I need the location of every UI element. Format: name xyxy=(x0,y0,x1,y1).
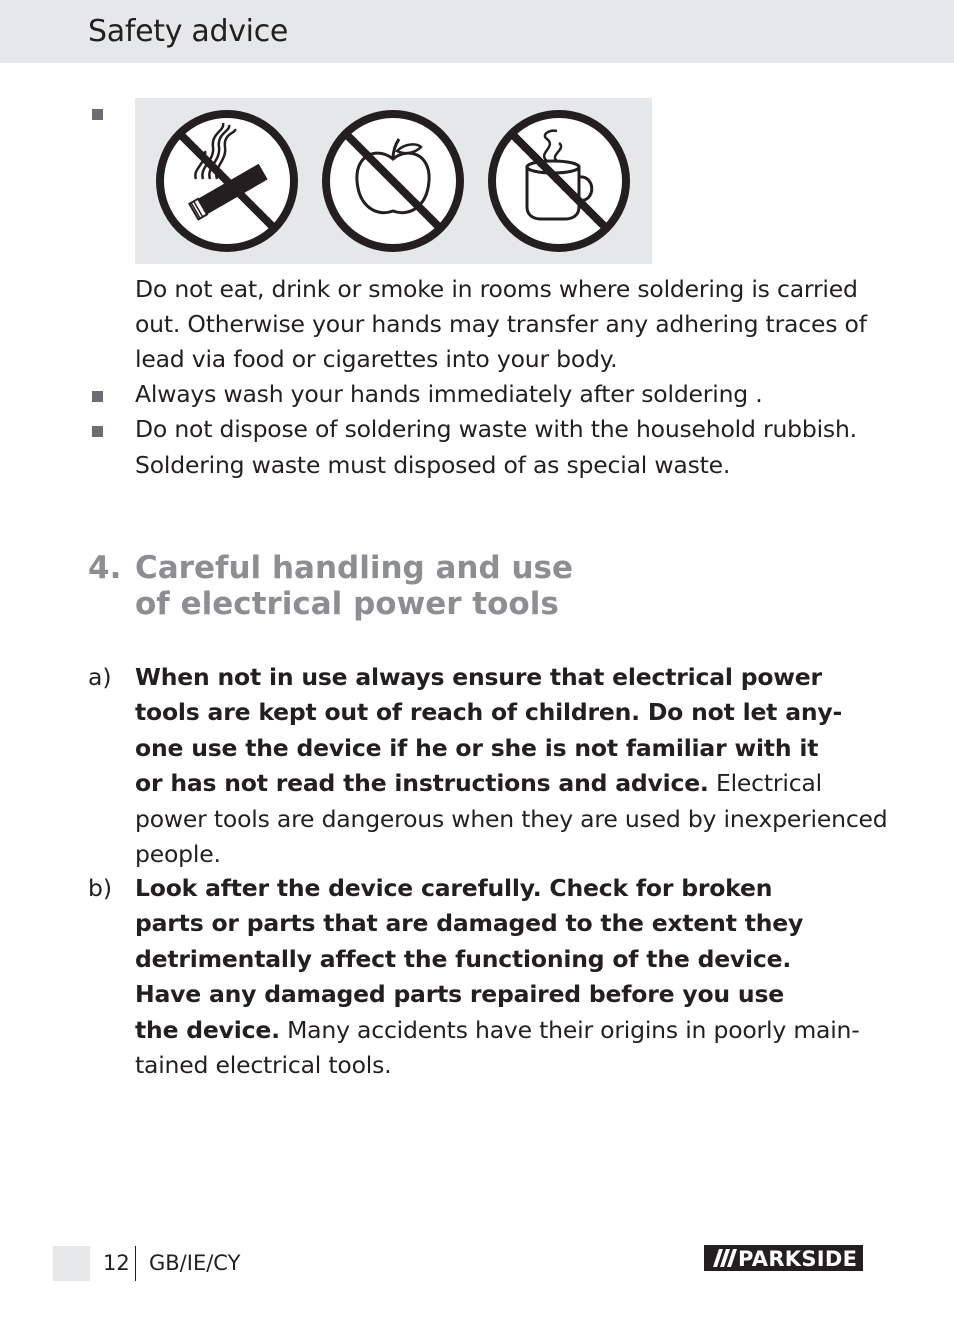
item-line: parts or parts that are damaged to the extent they xyxy=(135,909,804,938)
bullet-marker xyxy=(92,391,103,402)
intro-line: Do not eat, drink or smoke in rooms where soldering is carried xyxy=(135,275,858,303)
bullet-marker xyxy=(92,426,103,437)
footer-marker xyxy=(53,1246,90,1281)
item-line: one use the device if he or she is not familiar with it xyxy=(135,733,819,762)
country-codes: GB/IE/CY xyxy=(149,1251,241,1275)
item-text xyxy=(135,871,865,1083)
page-title: Safety advice xyxy=(88,14,289,49)
section-title-line: of electrical power tools xyxy=(135,586,559,622)
item-line: or has not read the instructions and advice. Electrical xyxy=(135,769,822,798)
bullet-marker xyxy=(92,109,103,120)
item-line: detrimentally affect the functioning of the device. xyxy=(135,944,792,973)
item-label: a) xyxy=(88,663,112,691)
page-number: 12 xyxy=(103,1251,130,1275)
intro-line: out. Otherwise your hands may transfer any adhering traces of xyxy=(135,310,867,338)
bullet-text: Do not dispose of soldering waste with the household rubbish. xyxy=(135,415,857,443)
item-line: people. xyxy=(135,840,221,869)
item-text xyxy=(135,660,888,872)
item-line: the device. Many accidents have their origins in poorly main- xyxy=(135,1015,860,1044)
item-line: tained electrical tools. xyxy=(135,1051,392,1080)
item-line: Look after the device carefully. Check for broken xyxy=(135,874,773,902)
item-line: power tools are dangerous when they are used by inexperienced xyxy=(135,804,888,833)
item-line: tools are kept out of reach of children. Do not let any- xyxy=(135,698,843,727)
item-label: b) xyxy=(88,874,113,902)
bullet-text: Soldering waste must disposed of as special waste. xyxy=(135,451,731,479)
item-line: Have any damaged parts repaired before you use xyxy=(135,980,784,1009)
section-title-line: Careful handling and use xyxy=(135,550,574,586)
section-number: 4. xyxy=(88,550,122,586)
prohibition-icons-panel xyxy=(135,98,652,264)
brand-name: PARKSIDE xyxy=(738,1247,858,1271)
intro-line: lead via food or cigarettes into your body. xyxy=(135,345,618,373)
bullet-text: Always wash your hands immediately after soldering . xyxy=(135,380,763,408)
no-drinking-icon xyxy=(487,109,631,253)
footer-divider xyxy=(135,1246,136,1281)
logo-stripes-icon xyxy=(707,1245,739,1271)
page-header xyxy=(0,0,954,63)
item-line: When not in use always ensure that electrical power xyxy=(135,663,822,691)
no-eating-icon xyxy=(321,109,465,253)
parkside-logo xyxy=(704,1245,863,1271)
no-smoking-icon xyxy=(155,109,299,253)
